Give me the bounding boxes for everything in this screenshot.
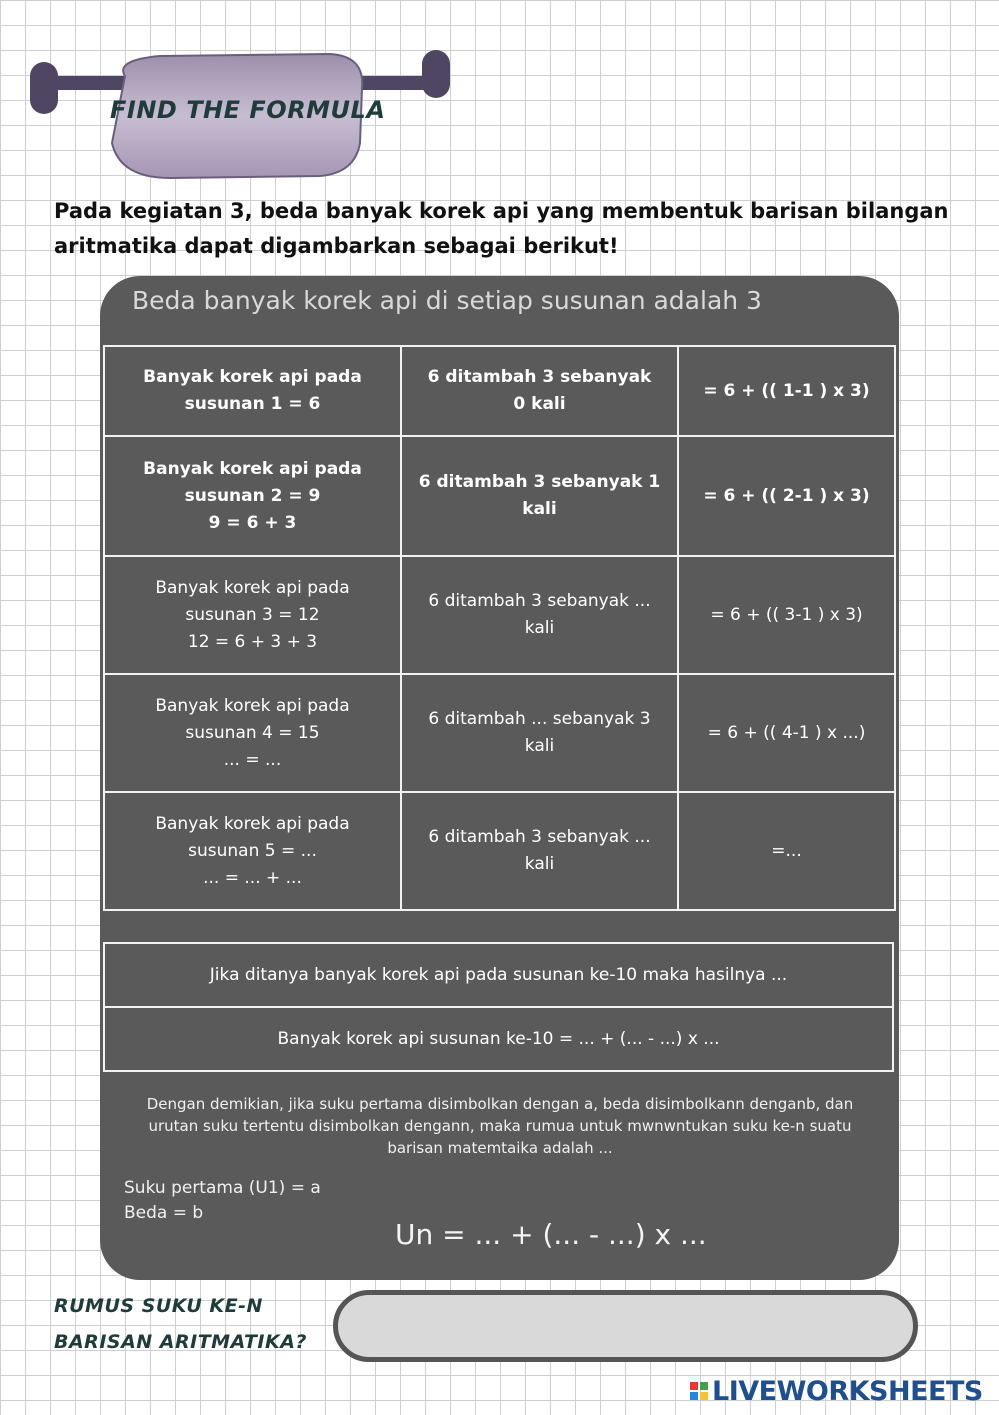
question-line[interactable]: Jika ditanya banyak korek api pada susunan ke-10 maka hasilnya ...: [103, 942, 894, 1008]
table-cell: Banyak korek api pada susunan 3 = 12 12 = 6 + 3 + 3: [104, 556, 401, 674]
table-cell[interactable]: 6 ditambah 3 sebanyak ... kali: [401, 556, 678, 674]
difference-label: Beda = b: [124, 1203, 204, 1223]
answer-line[interactable]: Banyak korek api susunan ke-10 = ... + (... - ...) x ...: [103, 1006, 894, 1072]
table-cell: 6 ditambah 3 sebanyak 1 kali: [401, 436, 678, 556]
logo-square: [700, 1382, 708, 1390]
table-row: [104, 674, 895, 792]
title-banner: [30, 48, 460, 183]
logo-text: LIVEWORKSHEETS: [712, 1375, 983, 1407]
table-cell[interactable]: Banyak korek api pada susunan 4 = 15 ... = ...: [104, 674, 401, 792]
formula-line[interactable]: Un = ... + (... - ...) x ...: [395, 1218, 707, 1251]
table-cell: Banyak korek api pada susunan 1 = 6: [104, 346, 401, 436]
logo-square: [690, 1382, 698, 1390]
liveworksheets-logo: [690, 1372, 983, 1410]
table-cell: = 6 + (( 2-1 ) x 3): [678, 436, 895, 556]
table-cell: = 6 + (( 3-1 ) x 3): [678, 556, 895, 674]
table-cell[interactable]: =...: [678, 792, 895, 910]
banner-title: FIND THE FORMULA: [110, 96, 386, 124]
table-row: [104, 436, 895, 556]
table-cell: = 6 + (( 1-1 ) x 3): [678, 346, 895, 436]
table-cell[interactable]: Banyak korek api pada susunan 5 = ... ... = ... + ...: [104, 792, 401, 910]
table-row: [104, 792, 895, 910]
logo-square: [700, 1392, 708, 1400]
logo-square: [690, 1392, 698, 1400]
bottom-question: RUMUS SUKU KE-N BARISAN ARITMATIKA?: [54, 1295, 307, 1353]
answer-input-box[interactable]: [333, 1290, 918, 1362]
table-row: [104, 556, 895, 674]
intro-text: Pada kegiatan 3, beda banyak korek api yang membentuk barisan bilangan aritmatika dapat digambarkan sebagai berikut!: [54, 199, 949, 258]
logo-icon: [690, 1382, 708, 1400]
table-cell: 6 ditambah 3 sebanyak 0 kali: [401, 346, 678, 436]
description-text: Dengan demikian, jika suku pertama disimbolkan dengan a, beda disimbolkann denganb, dan urutan suku tertentu disimbolkan dengann, maka rumua untuk mwnwntukan suku ke-n suatu barisan matemtaika adalah ...: [146, 1095, 854, 1157]
table-cell[interactable]: 6 ditambah 3 sebanyak ... kali: [401, 792, 678, 910]
pattern-table: [103, 345, 896, 911]
table-cell[interactable]: = 6 + (( 4-1 ) x ...): [678, 674, 895, 792]
table-cell[interactable]: 6 ditambah ... sebanyak 3 kali: [401, 674, 678, 792]
first-term-label: Suku pertama (U1) = a: [124, 1178, 321, 1198]
table-row: [104, 346, 895, 436]
table-cell: Banyak korek api pada susunan 2 = 9 9 = 6 + 3: [104, 436, 401, 556]
panel-heading: Beda banyak korek api di setiap susunan adalah 3: [132, 286, 762, 315]
